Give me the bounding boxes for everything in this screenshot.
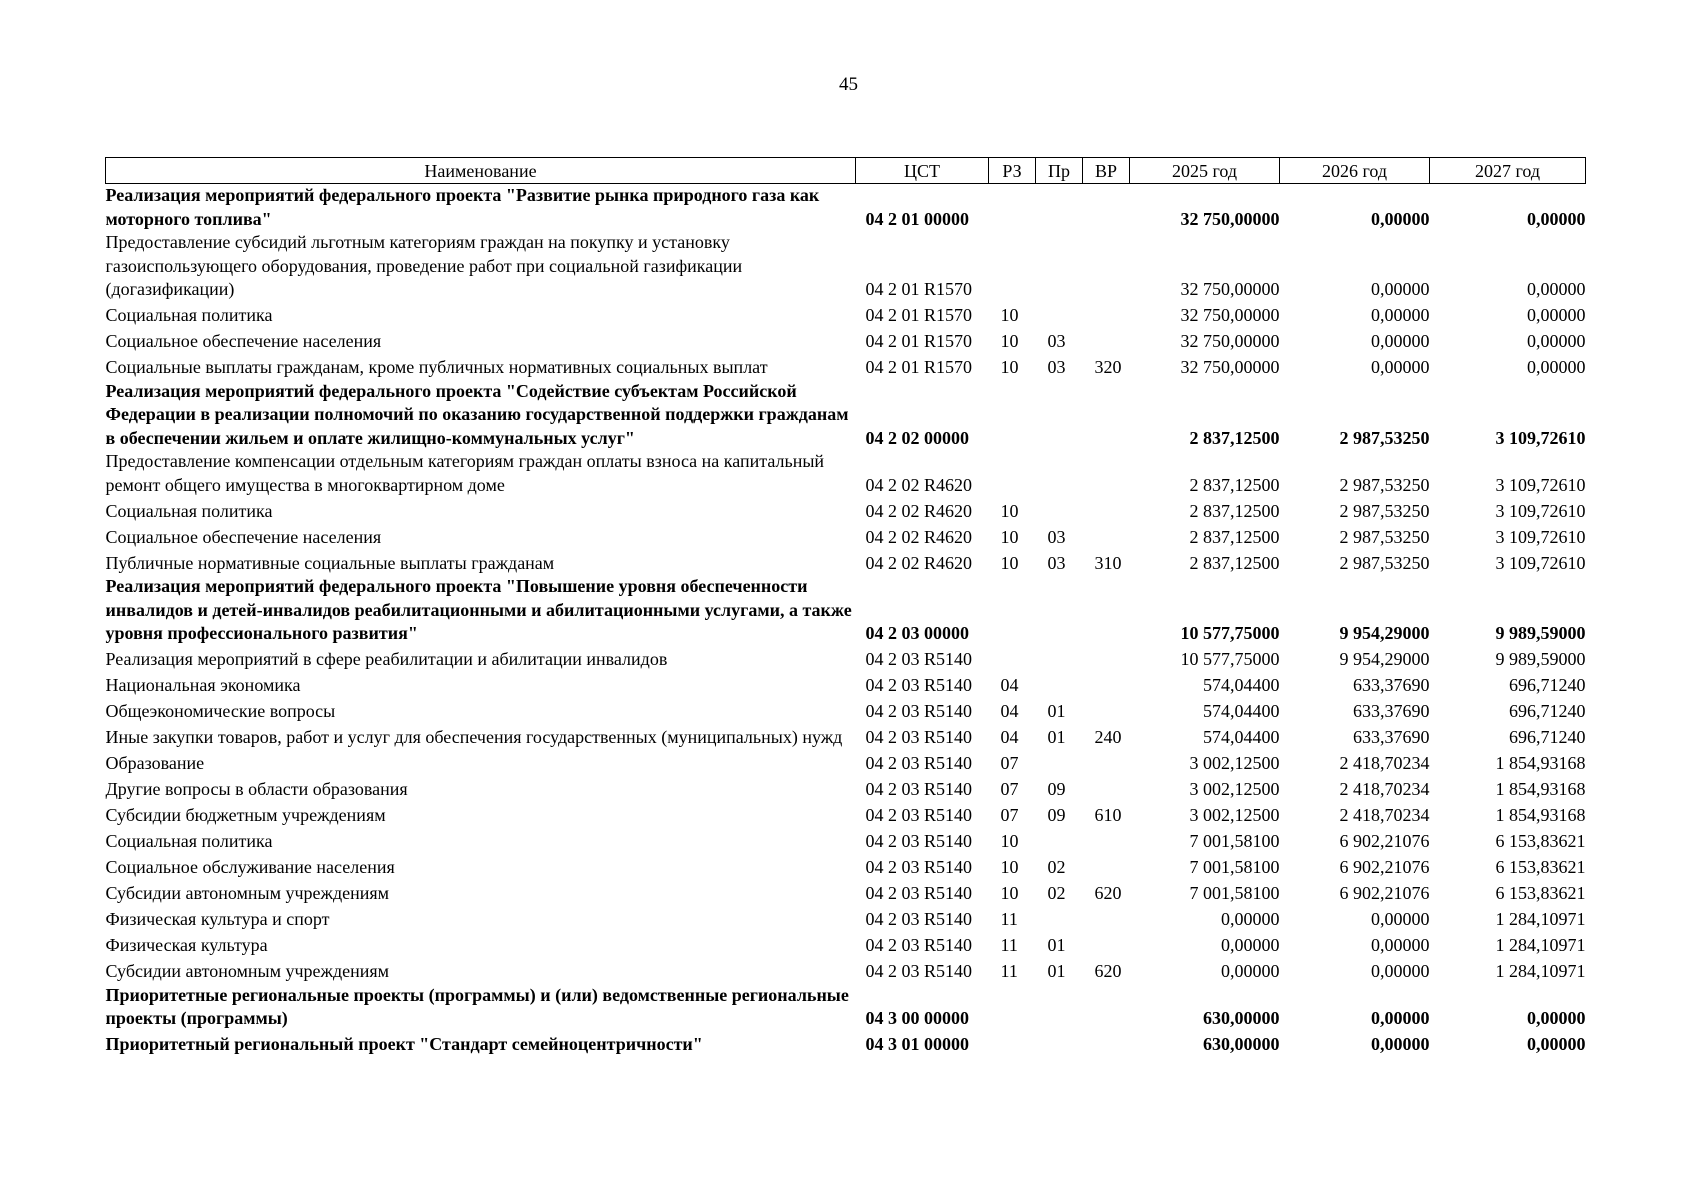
row-rz: 04	[1000, 701, 1019, 721]
row-amount-2025: 32 750,00000	[1180, 208, 1280, 229]
row-rz: 07	[1000, 753, 1019, 773]
table-row	[106, 828, 1586, 854]
row-rz: 10	[1000, 331, 1019, 351]
row-name: Образование	[105, 753, 205, 773]
row-amount-2025: 2 837,12500	[1189, 427, 1280, 448]
row-amount-2026: 0,00000	[1371, 961, 1430, 981]
row-amount-2027: 0,00000	[1527, 1034, 1586, 1054]
table-row	[106, 646, 1586, 672]
row-name: Реализация мероприятий федерального проекта "Развитие рынка природного газа как моторного топлива"	[105, 185, 820, 229]
row-amount-2027: 3 109,72610	[1495, 427, 1586, 448]
row-cst: 04 2 03 R5140	[865, 805, 973, 825]
row-vr	[1083, 184, 1130, 232]
row-amount-2026: 0,00000	[1371, 1008, 1430, 1028]
row-rz	[989, 646, 1036, 672]
row-pr	[1036, 231, 1083, 302]
row-cst: 04 2 02 R4620	[865, 500, 973, 521]
table-row	[106, 750, 1586, 776]
row-pr	[1036, 184, 1083, 232]
row-pr	[1036, 828, 1083, 854]
row-amount-2025: 7 001,58100	[1189, 857, 1280, 877]
header-name: Наименование	[106, 158, 856, 184]
row-vr	[1083, 575, 1130, 646]
row-amount-2025: 630,00000	[1203, 1034, 1280, 1054]
row-amount-2025: 0,00000	[1221, 909, 1280, 929]
row-amount-2025: 3 002,12500	[1189, 779, 1280, 799]
table-row-section	[106, 575, 1586, 646]
row-name: Приоритетный региональный проект "Стандарт семейноцентричности"	[105, 1034, 703, 1054]
row-vr	[1083, 984, 1130, 1031]
table-body	[106, 184, 1586, 1057]
row-name: Реализация мероприятий федерального проекта "Повышение уровня обеспеченности инвалидов и детей-инвалидов реабилитационными и абилитационными услугами, а также уровня профессионального развития"	[105, 576, 852, 643]
row-amount-2025: 32 750,00000	[1180, 331, 1280, 351]
header-2026: 2026 год	[1280, 158, 1430, 184]
row-amount-2026: 0,00000	[1371, 208, 1430, 229]
row-vr	[1083, 854, 1130, 880]
row-name: Социальное обеспечение населения	[105, 331, 382, 351]
row-cst: 04 2 03 R5140	[865, 753, 973, 773]
table-row	[106, 497, 1586, 523]
row-vr: 240	[1094, 727, 1122, 747]
row-amount-2026: 633,37690	[1353, 727, 1430, 747]
table-row-section	[106, 380, 1586, 451]
row-cst: 04 2 03 R5140	[865, 649, 973, 669]
row-cst: 04 3 01 00000	[865, 1034, 969, 1054]
row-amount-2025: 0,00000	[1221, 935, 1280, 955]
row-amount-2026: 2 987,53250	[1339, 500, 1430, 521]
row-cst: 04 2 02 00000	[865, 427, 969, 448]
row-rz: 04	[1000, 675, 1019, 695]
row-pr	[1036, 646, 1083, 672]
row-amount-2027: 3 109,72610	[1495, 526, 1586, 547]
row-amount-2026: 0,00000	[1371, 935, 1430, 955]
row-amount-2026: 6 902,21076	[1339, 831, 1430, 851]
row-pr	[1036, 984, 1083, 1031]
row-vr: 620	[1094, 961, 1122, 981]
row-amount-2026: 2 418,70234	[1339, 753, 1430, 773]
row-name: Субсидии автономным учреждениям	[105, 961, 390, 981]
row-name: Субсидии автономным учреждениям	[105, 883, 390, 903]
row-amount-2027: 3 109,72610	[1495, 500, 1586, 521]
row-vr	[1083, 380, 1130, 451]
row-pr	[1036, 672, 1083, 698]
table-row	[106, 802, 1586, 828]
row-pr: 02	[1047, 883, 1066, 903]
header-2027: 2027 год	[1430, 158, 1586, 184]
table-row	[106, 549, 1586, 575]
table-row	[106, 672, 1586, 698]
row-pr: 01	[1047, 701, 1066, 721]
row-amount-2026: 2 987,53250	[1339, 474, 1430, 495]
row-cst: 04 2 01 R1570	[865, 357, 973, 377]
row-pr: 09	[1047, 805, 1066, 825]
budget-table	[105, 157, 1586, 1057]
row-rz	[989, 1031, 1036, 1057]
row-pr: 03	[1047, 331, 1066, 351]
table-row	[106, 302, 1586, 328]
header-2025: 2025 год	[1130, 158, 1280, 184]
row-amount-2025: 7 001,58100	[1189, 831, 1280, 851]
row-cst: 04 2 03 00000	[865, 623, 969, 643]
table-row	[106, 450, 1586, 497]
row-cst: 04 2 03 R5140	[865, 727, 973, 747]
row-rz: 07	[1000, 779, 1019, 799]
row-pr: 03	[1047, 552, 1066, 573]
row-vr	[1083, 776, 1130, 802]
row-amount-2027: 3 109,72610	[1495, 552, 1586, 573]
row-amount-2025: 3 002,12500	[1189, 805, 1280, 825]
row-amount-2027: 1 284,10971	[1495, 961, 1586, 981]
row-vr	[1083, 1031, 1130, 1057]
row-name: Иные закупки товаров, работ и услуг для обеспечения государственных (муниципальных) нужд	[105, 727, 843, 747]
table-row	[106, 880, 1586, 906]
row-vr	[1083, 450, 1130, 497]
row-amount-2027: 1 284,10971	[1495, 909, 1586, 929]
row-name: Социальная политика	[105, 500, 273, 521]
row-amount-2027: 6 153,83621	[1495, 883, 1586, 903]
row-vr: 310	[1094, 552, 1122, 573]
row-name: Реализация мероприятий федерального проекта "Содействие субъектам Российской Федерации в реализации полномочий по оказанию государственной поддержки гражданам в обеспечении жильем и оплате жилищно-коммунальных услуг"	[105, 380, 849, 448]
row-name: Приоритетные региональные проекты (программы) и (или) ведомственные региональные проекты (программы)	[105, 984, 849, 1028]
row-name: Реализация мероприятий в сфере реабилитации и абилитации инвалидов	[105, 649, 668, 669]
row-vr: 620	[1094, 883, 1122, 903]
row-amount-2026: 9 954,29000	[1339, 623, 1430, 643]
row-amount-2026: 0,00000	[1371, 279, 1430, 299]
row-amount-2026: 633,37690	[1353, 701, 1430, 721]
row-name: Социальные выплаты гражданам, кроме публичных нормативных социальных выплат	[105, 357, 768, 377]
row-amount-2027: 696,71240	[1509, 701, 1586, 721]
table-row	[106, 231, 1586, 302]
header-vr: ВР	[1083, 158, 1130, 184]
row-amount-2027: 1 854,93168	[1495, 753, 1586, 773]
row-cst: 04 2 03 R5140	[865, 779, 973, 799]
row-rz	[989, 575, 1036, 646]
row-amount-2026: 2 987,53250	[1339, 552, 1430, 573]
row-name: Публичные нормативные социальные выплаты гражданам	[105, 552, 555, 573]
row-name: Социальное обеспечение населения	[105, 526, 382, 547]
row-cst: 04 2 02 R4620	[865, 474, 973, 495]
table-header-row	[106, 158, 1586, 184]
row-vr	[1083, 328, 1130, 354]
table-row	[106, 958, 1586, 984]
row-vr	[1083, 497, 1130, 523]
table-row-section	[106, 184, 1586, 232]
row-amount-2025: 2 837,12500	[1189, 500, 1280, 521]
table-row	[106, 523, 1586, 549]
row-pr: 01	[1047, 935, 1066, 955]
row-amount-2027: 3 109,72610	[1495, 474, 1586, 495]
row-name: Социальная политика	[105, 305, 273, 325]
row-amount-2025: 574,04400	[1203, 701, 1280, 721]
row-pr: 09	[1047, 779, 1066, 799]
row-vr	[1083, 906, 1130, 932]
row-amount-2025: 32 750,00000	[1180, 357, 1280, 377]
row-amount-2027: 9 989,59000	[1495, 623, 1586, 643]
row-amount-2027: 0,00000	[1527, 208, 1586, 229]
row-amount-2026: 2 418,70234	[1339, 779, 1430, 799]
header-pr: Пр	[1036, 158, 1083, 184]
row-cst: 04 2 01 R1570	[865, 279, 973, 299]
row-amount-2027: 0,00000	[1527, 279, 1586, 299]
table-row	[106, 328, 1586, 354]
row-name: Физическая культура	[105, 935, 268, 955]
table-row	[106, 724, 1586, 750]
header-cst: ЦСТ	[856, 158, 989, 184]
row-vr	[1083, 672, 1130, 698]
row-vr	[1083, 231, 1130, 302]
row-amount-2026: 633,37690	[1353, 675, 1430, 695]
row-vr	[1083, 523, 1130, 549]
table-row	[106, 354, 1586, 380]
row-vr	[1083, 828, 1130, 854]
row-name: Субсидии бюджетным учреждениям	[105, 805, 386, 825]
row-vr: 610	[1094, 805, 1122, 825]
row-amount-2025: 2 837,12500	[1189, 526, 1280, 547]
row-rz: 10	[1000, 357, 1019, 377]
row-pr: 03	[1047, 526, 1066, 547]
row-amount-2026: 2 987,53250	[1339, 526, 1430, 547]
row-rz	[989, 231, 1036, 302]
row-amount-2027: 0,00000	[1527, 331, 1586, 351]
row-pr	[1036, 302, 1083, 328]
row-name: Физическая культура и спорт	[105, 909, 330, 929]
row-pr	[1036, 450, 1083, 497]
row-cst: 04 3 00 00000	[865, 1008, 969, 1028]
row-cst: 04 2 03 R5140	[865, 857, 973, 877]
row-rz: 10	[1000, 857, 1019, 877]
row-cst: 04 2 03 R5140	[865, 935, 973, 955]
row-name: Общеэкономические вопросы	[105, 701, 336, 721]
row-amount-2025: 7 001,58100	[1189, 883, 1280, 903]
row-amount-2027: 696,71240	[1509, 727, 1586, 747]
row-pr	[1036, 1031, 1083, 1057]
row-rz: 10	[1000, 526, 1019, 547]
row-cst: 04 2 03 R5140	[865, 909, 973, 929]
row-amount-2025: 10 577,75000	[1180, 649, 1280, 669]
row-amount-2027: 6 153,83621	[1495, 831, 1586, 851]
row-vr	[1083, 698, 1130, 724]
row-cst: 04 2 02 R4620	[865, 552, 973, 573]
row-amount-2027: 6 153,83621	[1495, 857, 1586, 877]
row-cst: 04 2 01 R1570	[865, 305, 973, 325]
row-rz	[989, 380, 1036, 451]
row-rz: 10	[1000, 305, 1019, 325]
row-pr	[1036, 497, 1083, 523]
table-row-section	[106, 984, 1586, 1031]
row-pr: 03	[1047, 357, 1066, 377]
row-pr: 01	[1047, 961, 1066, 981]
row-rz: 04	[1000, 727, 1019, 747]
row-pr	[1036, 750, 1083, 776]
row-cst: 04 2 03 R5140	[865, 883, 973, 903]
header-rz: РЗ	[989, 158, 1036, 184]
row-amount-2025: 0,00000	[1221, 961, 1280, 981]
row-pr: 02	[1047, 857, 1066, 877]
row-name: Социальное обслуживание населения	[105, 857, 395, 877]
page-number: 45	[839, 74, 858, 95]
row-amount-2025: 574,04400	[1203, 727, 1280, 747]
row-amount-2026: 2 418,70234	[1339, 805, 1430, 825]
row-amount-2026: 0,00000	[1371, 909, 1430, 929]
table-row-section	[106, 1031, 1586, 1057]
row-rz	[989, 984, 1036, 1031]
table-row	[106, 854, 1586, 880]
row-pr	[1036, 906, 1083, 932]
row-amount-2026: 6 902,21076	[1339, 857, 1430, 877]
row-name: Социальная политика	[105, 831, 273, 851]
row-cst: 04 2 02 R4620	[865, 526, 973, 547]
row-amount-2025: 574,04400	[1203, 675, 1280, 695]
row-rz: 10	[1000, 831, 1019, 851]
row-amount-2025: 10 577,75000	[1180, 623, 1280, 643]
row-rz: 11	[1000, 961, 1018, 981]
row-amount-2027: 0,00000	[1527, 305, 1586, 325]
row-cst: 04 2 03 R5140	[865, 961, 973, 981]
row-amount-2026: 0,00000	[1371, 357, 1430, 377]
row-amount-2026: 0,00000	[1371, 1034, 1430, 1054]
row-amount-2025: 630,00000	[1203, 1008, 1280, 1028]
row-vr	[1083, 750, 1130, 776]
row-vr	[1083, 932, 1130, 958]
table-row	[106, 776, 1586, 802]
row-pr	[1036, 380, 1083, 451]
row-cst: 04 2 03 R5140	[865, 831, 973, 851]
row-rz: 10	[1000, 883, 1019, 903]
row-amount-2027: 696,71240	[1509, 675, 1586, 695]
row-amount-2026: 0,00000	[1371, 305, 1430, 325]
row-cst: 04 2 03 R5140	[865, 701, 973, 721]
row-name: Национальная экономика	[105, 675, 301, 695]
row-cst: 04 2 03 R5140	[865, 675, 973, 695]
row-amount-2026: 0,00000	[1371, 331, 1430, 351]
row-pr: 01	[1047, 727, 1066, 747]
row-amount-2027: 1 284,10971	[1495, 935, 1586, 955]
table-row	[106, 698, 1586, 724]
row-amount-2026: 9 954,29000	[1339, 649, 1430, 669]
row-amount-2025: 32 750,00000	[1180, 305, 1280, 325]
row-rz: 07	[1000, 805, 1019, 825]
table-row	[106, 932, 1586, 958]
row-rz: 10	[1000, 500, 1019, 521]
row-amount-2027: 9 989,59000	[1495, 649, 1586, 669]
row-vr	[1083, 302, 1130, 328]
row-name: Предоставление компенсации отдельным категориям граждан оплаты взноса на капитальный ремонт общего имущества в многоквартирном доме	[105, 451, 825, 495]
row-name: Другие вопросы в области образования	[105, 779, 408, 799]
table-row	[106, 906, 1586, 932]
row-name: Предоставление субсидий льготным категориям граждан на покупку и установку газоиспользующего оборудования, проведение работ при социальной газификации (догазификации)	[105, 232, 743, 299]
row-pr	[1036, 575, 1083, 646]
row-rz: 11	[1000, 935, 1018, 955]
row-amount-2027: 1 854,93168	[1495, 805, 1586, 825]
row-amount-2026: 6 902,21076	[1339, 883, 1430, 903]
row-vr	[1083, 646, 1130, 672]
row-amount-2025: 2 837,12500	[1189, 474, 1280, 495]
row-amount-2025: 32 750,00000	[1180, 279, 1280, 299]
row-amount-2026: 2 987,53250	[1339, 427, 1430, 448]
row-cst: 04 2 01 R1570	[865, 331, 973, 351]
row-amount-2025: 3 002,12500	[1189, 753, 1280, 773]
row-vr: 320	[1094, 357, 1122, 377]
row-rz	[989, 184, 1036, 232]
row-rz: 10	[1000, 552, 1019, 573]
row-amount-2027: 0,00000	[1527, 357, 1586, 377]
row-cst: 04 2 01 00000	[865, 208, 969, 229]
row-rz: 11	[1000, 909, 1018, 929]
row-amount-2025: 2 837,12500	[1189, 552, 1280, 573]
row-amount-2027: 1 854,93168	[1495, 779, 1586, 799]
row-rz	[989, 450, 1036, 497]
row-amount-2027: 0,00000	[1527, 1008, 1586, 1028]
